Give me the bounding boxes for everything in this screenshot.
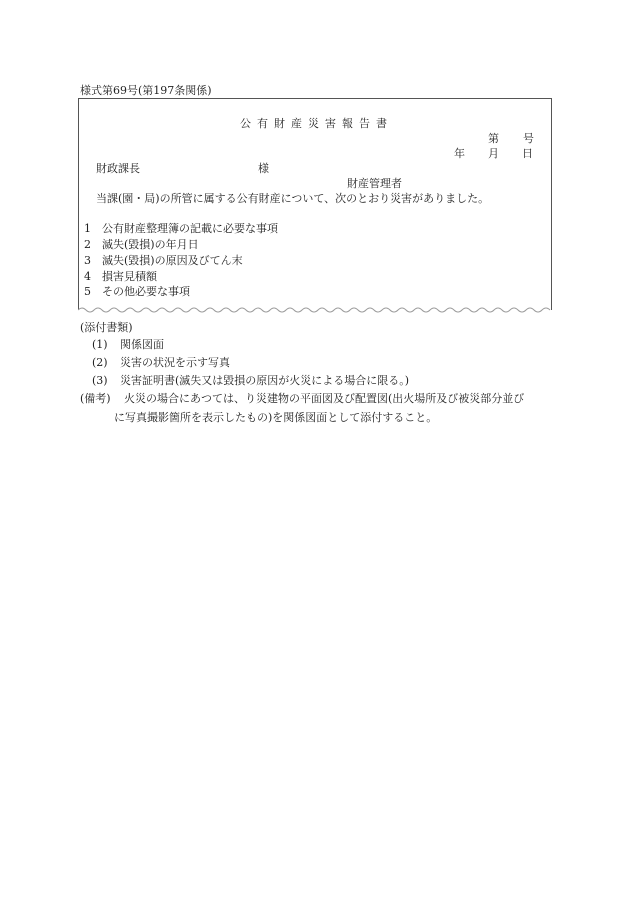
item-text: 滅失(毀損)の年月日 bbox=[102, 238, 199, 251]
property-manager: 財産管理者 bbox=[347, 177, 402, 190]
item-number: 1 bbox=[84, 222, 91, 235]
item-number: 4 bbox=[84, 270, 91, 283]
item-number: 5 bbox=[84, 285, 91, 298]
date-year-label: 年 bbox=[454, 147, 465, 160]
item-number: 2 bbox=[84, 238, 91, 251]
form-label: 様式第69号(第197条関係) bbox=[80, 84, 212, 97]
attachment-item bbox=[92, 354, 230, 370]
note-label: (備考) bbox=[80, 392, 111, 405]
item-text: 滅失(毀損)の原因及びてん末 bbox=[102, 254, 243, 267]
attachments-heading: (添付書類) bbox=[80, 321, 133, 334]
list-item bbox=[84, 268, 157, 284]
number-suffix: 号 bbox=[523, 132, 534, 145]
item-text: 公有財産整理簿の記載に必要な事項 bbox=[102, 222, 278, 235]
intro-sentence: 当課(園・局)の所管に属する公有財産について、次のとおり災害がありました。 bbox=[96, 192, 490, 205]
item-number: 3 bbox=[84, 254, 91, 267]
attachment-text: 災害の状況を示す写真 bbox=[120, 356, 230, 369]
attachment-number: (1) bbox=[92, 338, 108, 351]
list-item bbox=[84, 236, 199, 252]
list-item bbox=[84, 252, 243, 268]
attachment-item bbox=[92, 336, 164, 352]
attachment-number: (2) bbox=[92, 356, 108, 369]
attachment-item bbox=[92, 372, 409, 388]
note-text-line-2: に写真撮影箇所を表示したもの)を関係図面として添付すること。 bbox=[114, 411, 438, 424]
addressee: 財政課長 bbox=[96, 162, 140, 175]
wavy-cut-edge bbox=[78, 305, 552, 315]
item-text: 損害見積額 bbox=[102, 270, 157, 283]
note-text-line-1: 火災の場合にあつては、り災建物の平面図及び配置図(出火場所及び被災部分並び bbox=[124, 392, 525, 405]
attachment-text: 関係図面 bbox=[120, 338, 164, 351]
date-day-label: 日 bbox=[522, 147, 533, 160]
attachment-text: 災害証明書(滅失又は毀損の原因が火災による場合に限る。) bbox=[120, 374, 410, 387]
date-month-label: 月 bbox=[488, 147, 499, 160]
number-prefix: 第 bbox=[488, 132, 499, 145]
honorific: 様 bbox=[258, 162, 269, 175]
list-item bbox=[84, 283, 190, 299]
attachment-number: (3) bbox=[92, 374, 108, 387]
list-item bbox=[84, 220, 278, 236]
item-text: その他必要な事項 bbox=[102, 285, 190, 298]
report-title: 公有財産災害報告書 bbox=[240, 117, 393, 130]
